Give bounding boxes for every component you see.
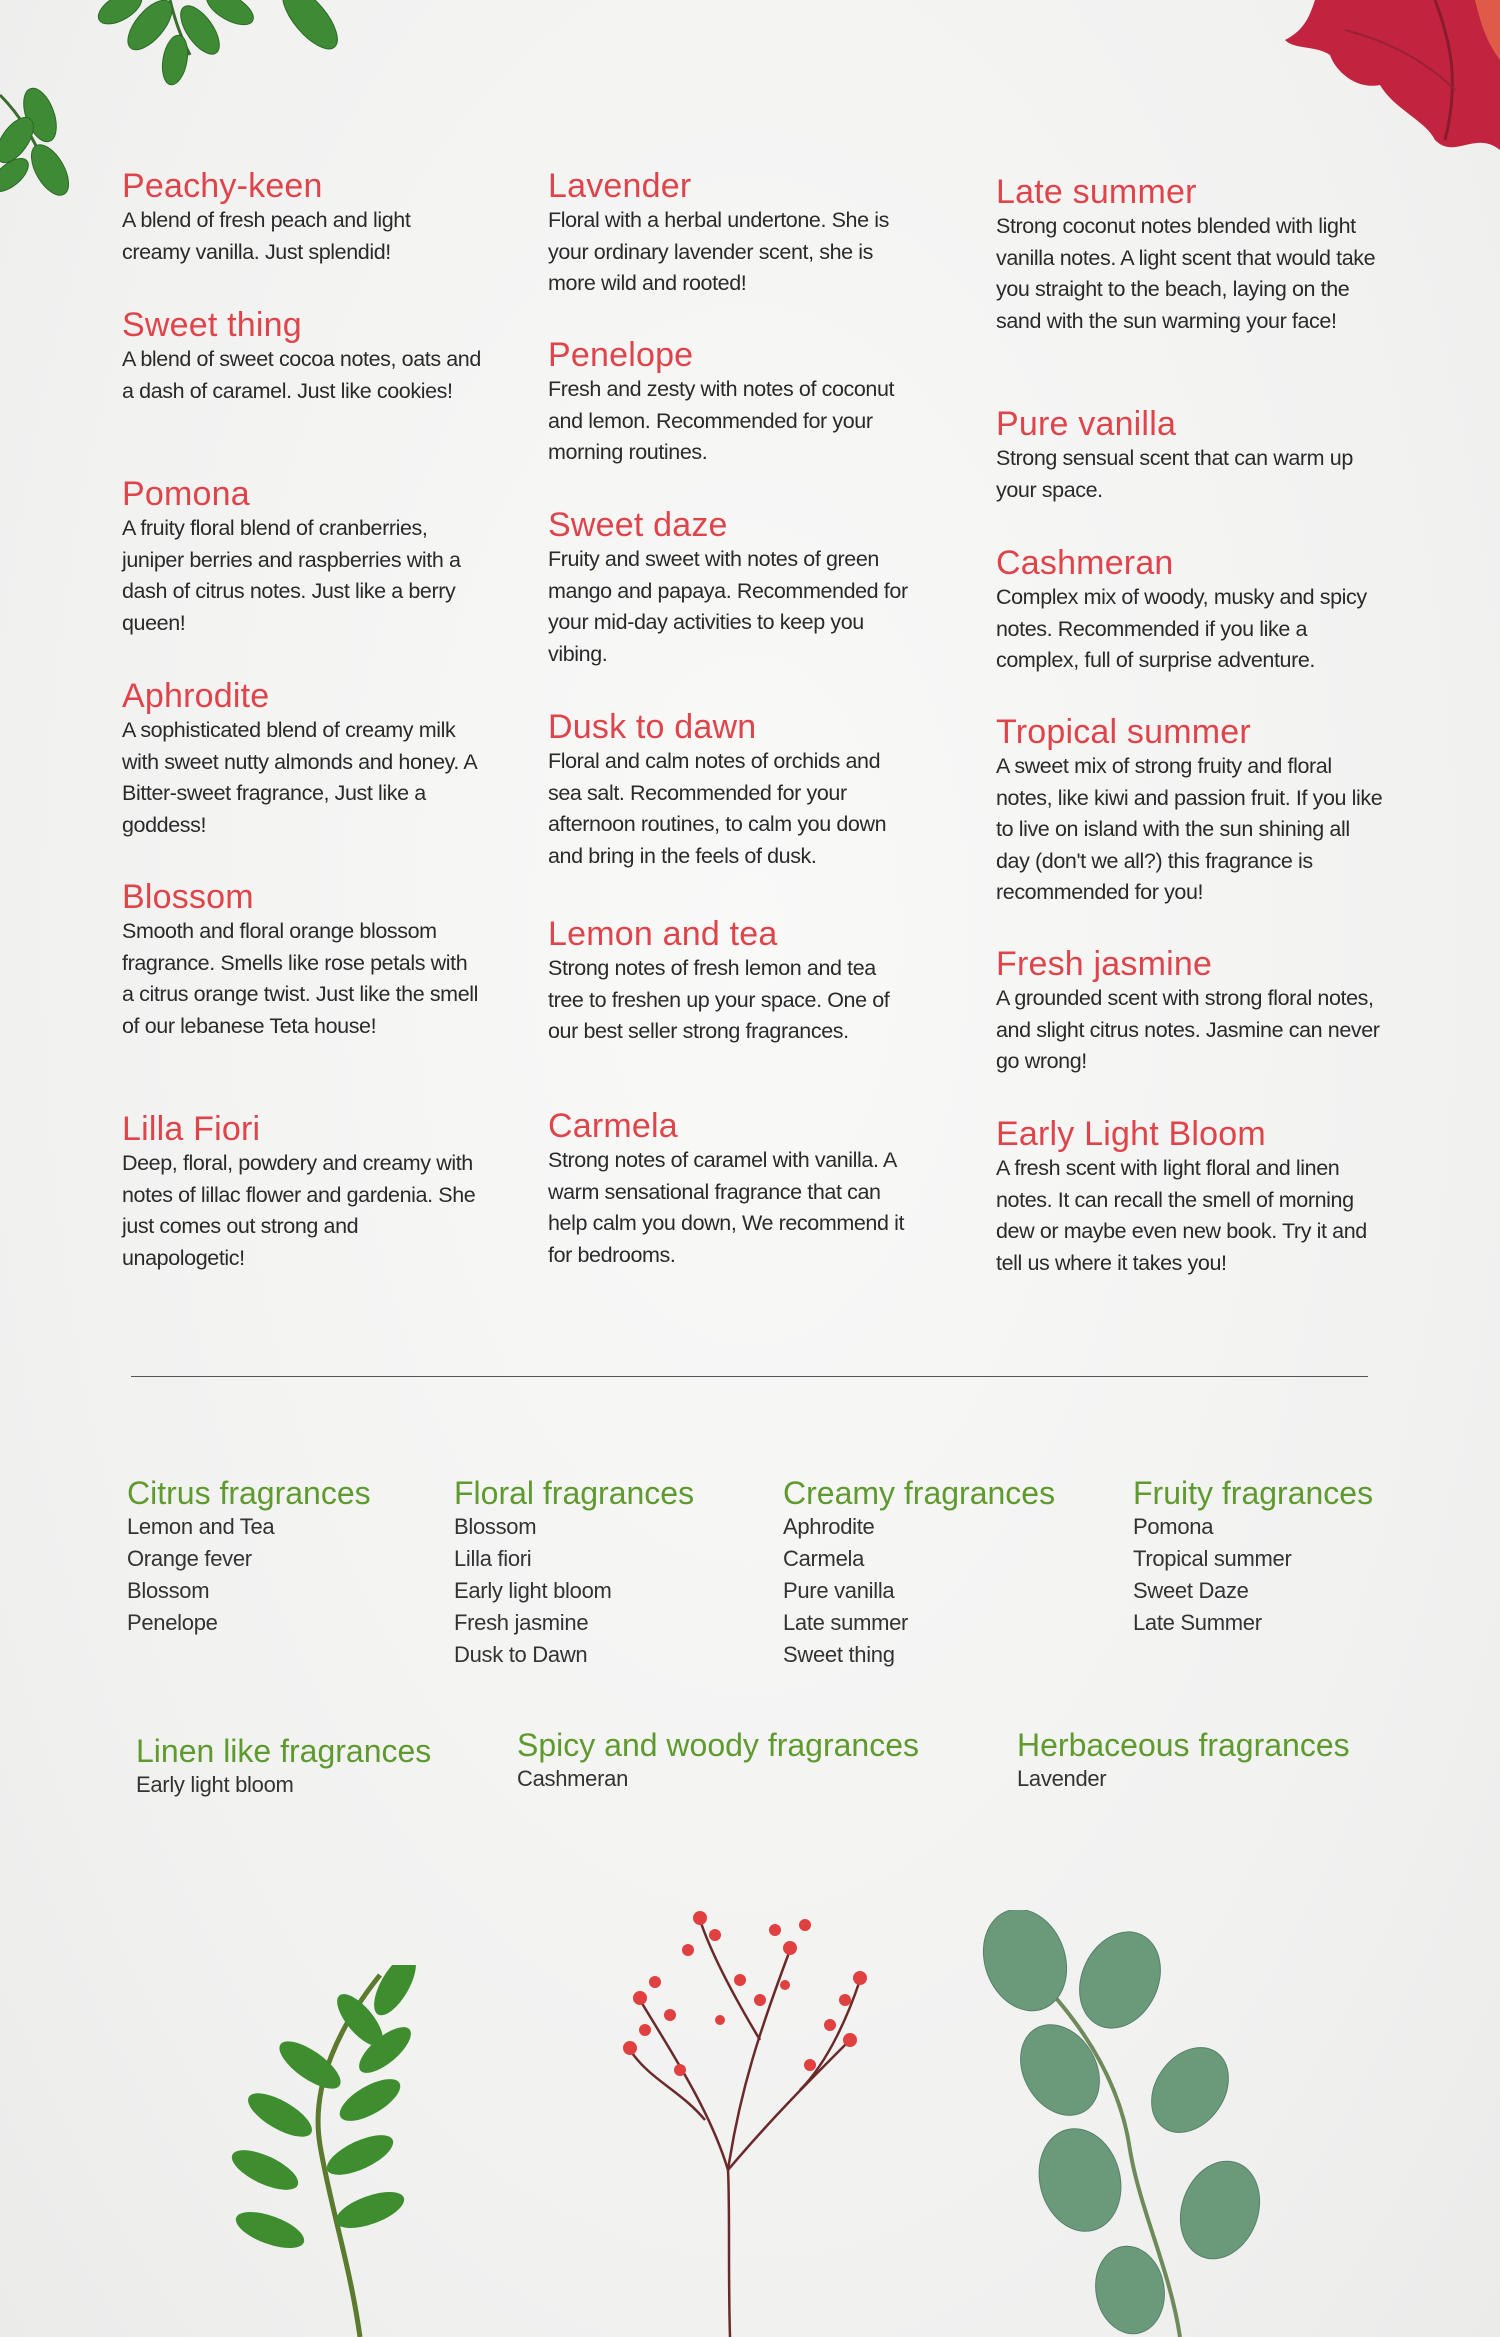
list-item: Early light bloom (136, 1772, 294, 1797)
list-item: Blossom (127, 1578, 210, 1603)
scent-dusk-to-dawn (548, 708, 908, 872)
category-title: Citrus fragrances (127, 1475, 371, 1511)
red-autumn-leaf-icon (1285, 0, 1500, 165)
list-item: Pure vanilla (783, 1578, 895, 1603)
category-title: Creamy fragrances (783, 1475, 1056, 1511)
scent-title: Pomona (122, 475, 250, 513)
scent-title: Cashmeran (996, 544, 1174, 582)
scent-peachy-keen (122, 167, 482, 268)
list-item: Cashmeran (517, 1766, 629, 1791)
list-item: Lavender (1017, 1766, 1107, 1791)
category-creamy (783, 1475, 1055, 1671)
list-item: Late Summer (1133, 1610, 1262, 1635)
category-fruity (1133, 1475, 1373, 1639)
scent-title: Aphrodite (122, 677, 270, 715)
scent-late-summer (996, 173, 1386, 337)
list-item: Aphrodite (783, 1514, 875, 1539)
category-title: Herbaceous fragrances (1017, 1727, 1350, 1763)
scent-early-light-bloom (996, 1115, 1386, 1279)
scent-title: Lilla Fiori (122, 1110, 261, 1148)
scent-description: Floral and calm notes of orchids and sea salt. Recommended for your afternoon routines, to calm you down and bring in the feels of dusk. (548, 749, 887, 868)
list-item: Late summer (783, 1610, 909, 1635)
scent-description: A grounded scent with strong floral notes, and slight citrus notes. Jasmine can never go wrong! (996, 986, 1380, 1073)
scent-pure-vanilla (996, 405, 1386, 506)
scent-aphrodite (122, 677, 482, 841)
scent-title: Blossom (122, 878, 254, 916)
scent-carmela (548, 1107, 908, 1271)
eucalyptus-branch-icon (970, 1910, 1300, 2337)
scent-description: Complex mix of woody, musky and spicy notes. Recommended if you like a complex, full of surprise adventure. (996, 585, 1367, 672)
list-item: Penelope (127, 1610, 218, 1635)
scent-title: Peachy-keen (122, 167, 323, 205)
category-herbaceous (1017, 1727, 1350, 1795)
scent-cashmeran (996, 544, 1386, 677)
scent-title: Lavender (548, 167, 692, 205)
list-item: Early light bloom (454, 1578, 612, 1603)
list-item: Lilla fiori (454, 1546, 532, 1571)
list-item: Lemon and Tea (127, 1514, 275, 1539)
scent-title: Fresh jasmine (996, 945, 1213, 983)
category-linen (136, 1733, 431, 1801)
scent-title: Early Light Bloom (996, 1115, 1266, 1153)
category-floral (454, 1475, 694, 1671)
scent-description: Strong sensual scent that can warm up your space. (996, 446, 1353, 502)
list-item: Fresh jasmine (454, 1610, 589, 1635)
scent-title: Late summer (996, 173, 1197, 211)
scent-sweet-thing (122, 306, 482, 407)
scent-description: A sweet mix of strong fruity and floral notes, like kiwi and passion fruit. If you like to live on island with the sun shining all day (don't we all?) this fragrance is recommended for you! (996, 754, 1383, 904)
scent-sweet-daze (548, 506, 908, 670)
scent-description: A blend of sweet cocoa notes, oats and a dash of caramel. Just like cookies! (122, 347, 481, 403)
scent-title: Dusk to dawn (548, 708, 757, 746)
category-citrus (127, 1475, 371, 1639)
scent-title: Penelope (548, 336, 694, 374)
list-item: Orange fever (127, 1546, 252, 1571)
scent-title: Sweet thing (122, 306, 302, 344)
scent-tropical-summer (996, 713, 1386, 909)
category-title: Floral fragrances (454, 1475, 695, 1511)
list-item: Pomona (1133, 1514, 1214, 1539)
scent-penelope (548, 336, 908, 469)
scent-description: A fruity floral blend of cranberries, juniper berries and raspberries with a dash of citrus notes. Just like a berry queen! (122, 516, 461, 635)
list-item: Dusk to Dawn (454, 1642, 588, 1667)
scent-pomona (122, 475, 482, 639)
scent-lemon-and-tea (548, 915, 908, 1048)
scent-title: Sweet daze (548, 506, 728, 544)
scent-description: Fruity and sweet with notes of green mango and papaya. Recommended for your mid-day activities to keep you vibing. (548, 547, 908, 666)
red-berry-sprig-icon (610, 1890, 880, 2337)
list-item: Blossom (454, 1514, 537, 1539)
section-divider (131, 1376, 1368, 1377)
list-item: Tropical summer (1133, 1546, 1292, 1571)
scent-fresh-jasmine (996, 945, 1386, 1078)
scent-description: Strong notes of fresh lemon and tea tree to freshen up your space. One of our best seller strong fragrances. (548, 956, 890, 1043)
scent-title: Pure vanilla (996, 405, 1177, 443)
category-title: Linen like fragrances (136, 1733, 432, 1769)
scent-description: Fresh and zesty with notes of coconut and lemon. Recommended for your morning routines. (548, 377, 895, 464)
scent-description: Smooth and floral orange blossom fragrance. Smells like rose petals with a citrus orange twist. Just like the smell of our lebanese Teta house! (122, 919, 479, 1038)
scent-description: Strong notes of caramel with vanilla. A warm sensational fragrance that can help calm you down, We recommend it for bedrooms. (548, 1148, 905, 1267)
scent-description: A fresh scent with light floral and linen notes. It can recall the smell of morning dew or maybe even new book. Try it and tell us where it takes you! (996, 1156, 1367, 1275)
category-title: Spicy and woody fragrances (517, 1727, 919, 1763)
category-title: Fruity fragrances (1133, 1475, 1374, 1511)
scent-title: Lemon and tea (548, 915, 778, 953)
scent-title: Tropical summer (996, 713, 1251, 751)
leafy-sprig-icon (210, 1965, 470, 2337)
scent-description: A blend of fresh peach and light creamy vanilla. Just splendid! (122, 208, 411, 264)
scent-description: Floral with a herbal undertone. She is your ordinary lavender scent, she is more wild and rooted! (548, 208, 889, 295)
scent-lavender (548, 167, 908, 300)
scent-description: A sophisticated blend of creamy milk with sweet nutty almonds and honey. A Bitter-sweet fragrance, Just like a goddess! (122, 718, 477, 837)
scent-description: Deep, floral, powdery and creamy with notes of lillac flower and gardenia. She just comes out strong and unapologetic! (122, 1151, 476, 1270)
list-item: Carmela (783, 1546, 865, 1571)
scent-description: Strong coconut notes blended with light vanilla notes. A light scent that would take you straight to the beach, laying on the sand with the sun warming your face! (996, 214, 1376, 333)
scent-blossom (122, 878, 482, 1042)
scent-lilla-fiori (122, 1110, 482, 1274)
category-spicy-woody (517, 1727, 919, 1795)
scent-title: Carmela (548, 1107, 678, 1145)
list-item: Sweet thing (783, 1642, 895, 1667)
list-item: Sweet Daze (1133, 1578, 1249, 1603)
